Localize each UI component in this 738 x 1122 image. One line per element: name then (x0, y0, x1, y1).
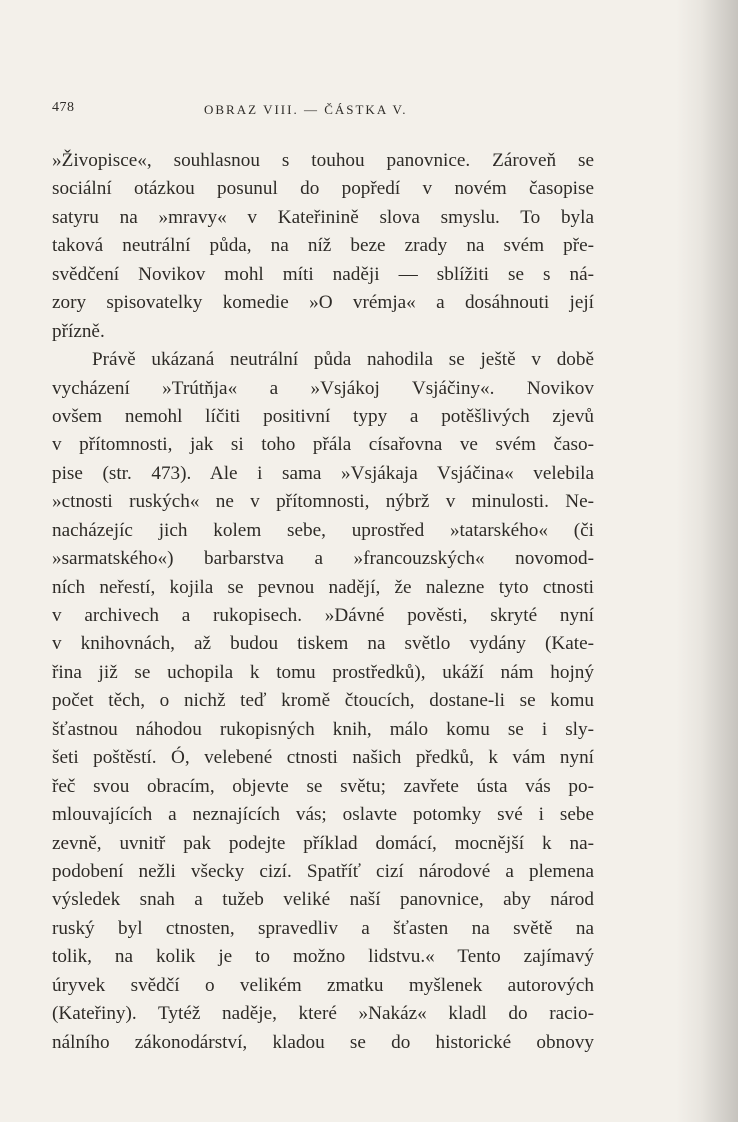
text-line: zory spisovatelky komedie »O vrémja« a dosáhnouti její (52, 292, 594, 314)
page-header (52, 98, 592, 122)
text-line: mlouvajících a neznajících vás; oslavte potomky své i sebe (52, 804, 594, 826)
text-line: úryvek svědčí o velikém zmatku myšlenek autorových (52, 974, 594, 996)
text-line: vycházení »Trútňja« a »Vsjákoj Vsjáčiny«. Novikov (52, 377, 594, 399)
text-line: sociální otázkou posunul do popředí v novém časopise (52, 178, 594, 200)
text-line: přízně. (52, 320, 105, 342)
text-line: zevně, uvnitř pak podejte příklad domácí, mocnější k na- (52, 832, 594, 854)
running-head: OBRAZ VIII. — ČÁSTKA V. (204, 102, 408, 117)
page-number: 478 (52, 100, 75, 115)
text-line: (Kateřiny). Tytéž naděje, které »Nakáz« kladl do racio- (52, 1003, 594, 1025)
text-line: nálního zákonodárství, kladou se do historické obnovy (52, 1031, 594, 1053)
text-line: šeti poštěstí. Ó, velebené ctnosti našich předků, k vám nyní (52, 747, 594, 769)
text-line: v přítomnosti, jak si toho přála císařovna ve svém časo- (52, 434, 594, 456)
text-line: ruský byl ctnosten, spravedliv a šťasten na světě na (52, 917, 594, 939)
text-line: v archivech a rukopisech. »Dávné pověsti, skryté nyní (52, 605, 594, 626)
text-line: taková neutrální půda, na níž beze zrady na svém pře- (52, 235, 594, 257)
text-line: ních neřestí, kojila se pevnou nadějí, že nalezne tyto ctnosti (52, 576, 594, 598)
page-edge-shadow (676, 0, 738, 1122)
text-line: »Živopisce«, souhlasnou s touhou panovnice. Zároveň se (52, 150, 594, 171)
text-line: »sarmatského«) barbarstva a »francouzských« novomod- (52, 548, 594, 570)
text-line: Právě ukázaná neutrální půda nahodila se ještě v době (92, 349, 594, 371)
text-line: pise (str. 473). Ale i sama »Vsjákaja Vsjáčina« velebila (52, 462, 594, 484)
text-line: počet těch, o nichž teď kromě čtoucích, dostane-li se komu (52, 690, 594, 712)
text-line: »ctnosti ruských« ne v přítomnosti, nýbrž v minulosti. Ne- (52, 491, 594, 513)
text-line: tolik, na kolik je to možno lidstvu.« Tento zajímavý (52, 946, 594, 968)
text-line: svědčení Novikov mohl míti naději — sblížiti se s ná- (52, 263, 594, 285)
text-line: podobení nežli všecky cizí. Spatříť cizí národové a plemena (52, 860, 594, 882)
text-line: řina již se uchopila k tomu prostředků), ukáží nám hojný (52, 661, 594, 683)
text-line: řeč svou obracím, objevte se světu; zavřete ústa vás po- (52, 775, 594, 797)
text-line: šťastnou náhodou rukopisných knih, málo komu se i sly- (52, 718, 594, 740)
text-line: výsledek snah a tužeb veliké naší panovnice, aby národ (52, 889, 594, 911)
text-line: satyru na »mravy« v Kateřinině slova smyslu. To byla (52, 206, 594, 228)
text-line: v knihovnách, až budou tiskem na světlo vydány (Kate- (52, 633, 594, 655)
body-text (52, 147, 594, 1057)
text-line: ovšem nemohl líčiti positivní typy a potěšlivých zjevů (52, 405, 594, 427)
text-line: nacházejíc jich kolem sebe, uprostřed »tatarského« (či (52, 519, 594, 541)
